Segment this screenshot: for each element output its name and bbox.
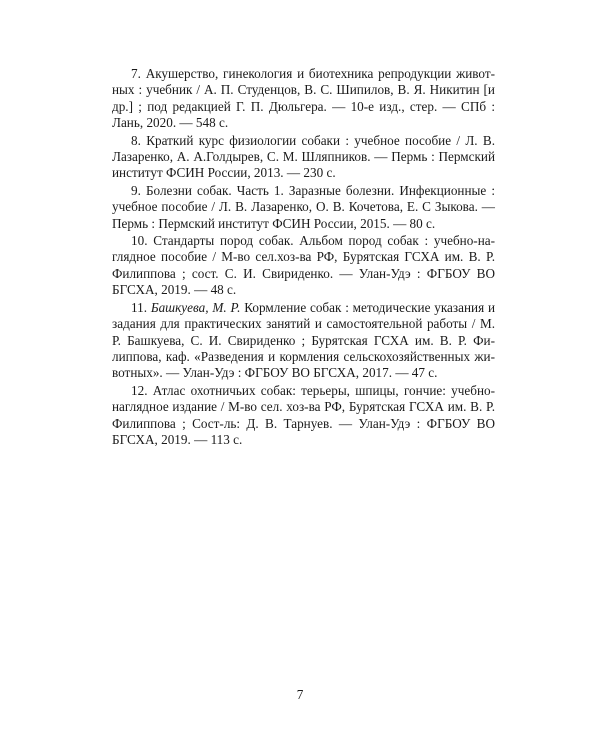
reference-item-9	[112, 183, 495, 232]
reference-text: Акушерство, гинекология и биотехника репродукции животных : учебник / А. П. Студенцов, В. С. Шипилов, В. Я. Никитин [и др.] ; под редакцией Г. П. Дюльгера. — 10-е изд., стер. — СПб : Лань, 2020. — 548 с.	[112, 66, 495, 131]
reference-number: 10.	[131, 233, 148, 249]
reference-number: 8.	[131, 132, 141, 148]
reference-author: Башкуева, М. Р.	[150, 299, 241, 315]
reference-text: Атлас охотничьих собак: терьеры, шпицы, гончие: учебно-наглядное издание / М-во сел. хоз-ва РФ, Бурятская ГСХА им. В. Р. Филиппова ; Сост-ль: Д. В. Тарнуев. — Улан-Удэ : ФГБОУ ВО БГСХА, 2019. — 113 с.	[112, 382, 496, 447]
reference-text: Стандарты пород собак. Альбом пород собак : учебно-наглядное пособие / М-во сел.хоз-ва РФ, Бурятская ГСХА им. В. Р. Филиппова ; сост. С. И. Свириденко. — Улан-Удэ : ФГБОУ ВО БГСХА, 2019. — 48 с.	[112, 233, 496, 298]
reference-text: Болезни собак. Часть 1. Заразные болезни. Инфекционные : учебное пособие / Л. В. Лазаренко, О. В. Кочетова, Е. С Зыкова. — Пермь : Пермский институт ФСИН России, 2015. — 80 с.	[112, 182, 496, 231]
reference-item-11	[112, 300, 495, 382]
reference-number: 7.	[131, 66, 141, 81]
reference-text: Краткий курс физиологии собаки : учебное пособие / Л. В. Лазаренко, А. А.Голдырев, С. М. Шляпников. — Пермь : Пермский институт ФСИН России, 2013. — 230 с.	[112, 132, 496, 181]
reference-item-10	[112, 233, 495, 299]
reference-number: 12.	[131, 382, 148, 398]
reference-text: Кормление собак : методические указания и задания для практических занятий и самостоятельной работы / М. Р. Башкуева, С. И. Свириденко ; Бурятская ГСХА им. В. Р. Филиппова, каф. «Разведения и кормления сельскохозяйственных животных». — Улан-Удэ : ФГБОУ ВО БГСХА, 2017. — 47 с.	[112, 299, 496, 381]
page-number: 7	[296, 687, 304, 702]
reference-item-8	[112, 133, 495, 182]
reference-list	[112, 66, 495, 449]
reference-item-7	[112, 66, 495, 132]
reference-number: 11.	[131, 299, 147, 315]
reference-item-12	[112, 383, 495, 449]
reference-number: 9.	[131, 182, 141, 198]
